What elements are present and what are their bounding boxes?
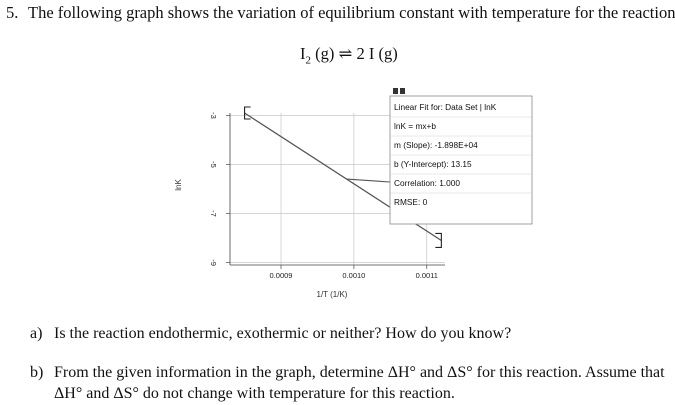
product: 2 I (g) [352, 44, 398, 63]
part-a-label: a) [30, 325, 43, 342]
reactant-state: (g) [311, 44, 339, 63]
part-b-label: b) [30, 364, 44, 381]
fit-box-line-2: m (Slope): -1.898E+04 [394, 140, 478, 150]
part-b-line-2: ΔH° and ΔS° do not change with temperature for this reaction. [54, 385, 455, 402]
fit-box-handle-icon [393, 88, 398, 94]
part-a [30, 323, 650, 345]
x-tick-label-2: 0.0011 [415, 271, 438, 280]
linear-fit-box [347, 88, 532, 224]
equilibrium-arrow: ⇌ [338, 44, 353, 63]
question-number: 5. [6, 3, 19, 22]
question-text: The following graph shows the variation of equilibrium constant with temperature for the reaction [28, 3, 675, 22]
x-tick-label-1: 0.0010 [342, 271, 366, 280]
part-b [30, 362, 675, 404]
reactant: I [300, 44, 306, 63]
fit-box-line-3: b (Y-Intercept): 13.15 [394, 159, 472, 169]
reactant-subscript: 2 [305, 54, 311, 67]
fit-box-line-1: lnK = mx+b [394, 121, 436, 131]
y-axis-label: lnK [174, 179, 183, 191]
part-b-text [54, 362, 665, 404]
y-tick-label-1: -5 [209, 161, 219, 168]
y-tick-label-3: -9 [209, 259, 219, 266]
x-tick-label-0: 0.0009 [269, 271, 293, 280]
y-tick-label-0: -3 [209, 112, 219, 119]
fit-box-line-0: Linear Fit for: Data Set | lnK [394, 102, 497, 112]
fit-box-connector [347, 179, 390, 182]
part-a-text: Is the reaction endothermic, exothermic or neither? How do you know? [54, 325, 512, 342]
x-axis-label: 1/T (1/K) [316, 290, 348, 299]
fit-box-line-5: RMSE: 0 [394, 197, 428, 207]
fit-box-line-4: Correlation: 1.000 [394, 178, 460, 188]
fit-box-handle-icon-2 [400, 88, 405, 94]
part-b-line-1: From the given information in the graph, determine ΔH° and ΔS° for this reaction. Assume that [54, 364, 665, 381]
y-tick-label-2: -7 [209, 210, 219, 217]
